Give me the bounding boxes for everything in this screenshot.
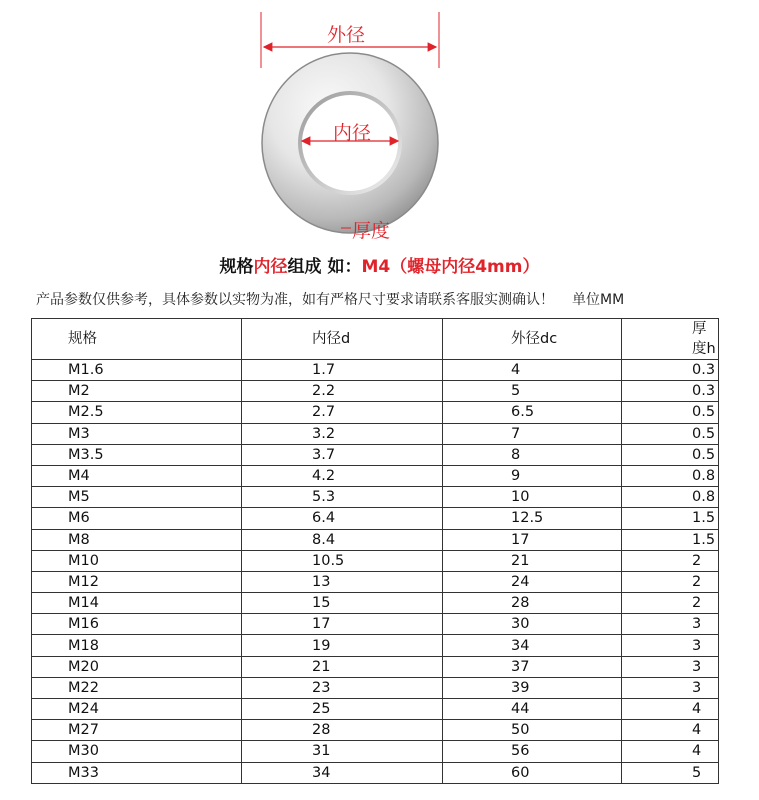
spec-composition-line bbox=[0, 252, 759, 277]
cell-spec: M27 bbox=[32, 720, 242, 741]
cell-thickness: 1.5 bbox=[622, 508, 719, 529]
cell-spec: M2.5 bbox=[32, 402, 242, 423]
cell-spec: M20 bbox=[32, 656, 242, 677]
cell-spec: M3 bbox=[32, 423, 242, 444]
cell-inner-diameter: 3.7 bbox=[242, 444, 443, 465]
table-row bbox=[32, 465, 719, 486]
cell-outer-diameter: 50 bbox=[443, 720, 622, 741]
cell-spec: M14 bbox=[32, 593, 242, 614]
cell-spec: M30 bbox=[32, 741, 242, 762]
composition-highlight: 内径 bbox=[253, 257, 288, 277]
cell-outer-diameter: 4 bbox=[443, 360, 622, 381]
cell-thickness: 3 bbox=[622, 614, 719, 635]
cell-outer-diameter: 9 bbox=[443, 465, 622, 486]
cell-spec: M4 bbox=[32, 465, 242, 486]
table-row bbox=[32, 677, 719, 698]
cell-thickness: 2 bbox=[622, 571, 719, 592]
cell-spec: M33 bbox=[32, 762, 242, 783]
cell-outer-diameter: 10 bbox=[443, 487, 622, 508]
table-row bbox=[32, 529, 719, 550]
table-row bbox=[32, 656, 719, 677]
cell-thickness: 5 bbox=[622, 762, 719, 783]
cell-spec: M10 bbox=[32, 550, 242, 571]
composition-prefix: 规格 bbox=[219, 257, 254, 277]
cell-outer-diameter: 56 bbox=[443, 741, 622, 762]
header-inner-diameter: 内径d bbox=[242, 319, 443, 360]
cell-spec: M22 bbox=[32, 677, 242, 698]
cell-outer-diameter: 6.5 bbox=[443, 402, 622, 423]
cell-spec: M12 bbox=[32, 571, 242, 592]
cell-outer-diameter: 60 bbox=[443, 762, 622, 783]
cell-inner-diameter: 21 bbox=[242, 656, 443, 677]
header-spec: 规格 bbox=[32, 319, 242, 360]
cell-outer-diameter: 5 bbox=[443, 381, 622, 402]
cell-outer-diameter: 8 bbox=[443, 444, 622, 465]
cell-inner-diameter: 15 bbox=[242, 593, 443, 614]
cell-thickness: 0.3 bbox=[622, 381, 719, 402]
cell-outer-diameter: 12.5 bbox=[443, 508, 622, 529]
cell-thickness: 3 bbox=[622, 635, 719, 656]
unit-label: 单位MM bbox=[572, 292, 625, 308]
table-row bbox=[32, 423, 719, 444]
cell-inner-diameter: 4.2 bbox=[242, 465, 443, 486]
cell-spec: M16 bbox=[32, 614, 242, 635]
cell-inner-diameter: 25 bbox=[242, 699, 443, 720]
cell-outer-diameter: 24 bbox=[443, 571, 622, 592]
table-row bbox=[32, 444, 719, 465]
composition-middle: 组成 如： bbox=[287, 257, 362, 277]
header-outer-diameter: 外径dc bbox=[443, 319, 622, 360]
cell-inner-diameter: 6.4 bbox=[242, 508, 443, 529]
cell-inner-diameter: 10.5 bbox=[242, 550, 443, 571]
cell-thickness: 0.8 bbox=[622, 487, 719, 508]
cell-thickness: 4 bbox=[622, 741, 719, 762]
cell-inner-diameter: 19 bbox=[242, 635, 443, 656]
header-thickness: 厚度h bbox=[622, 319, 719, 360]
disclaimer-text: 产品参数仅供参考，具体参数以实物为准，如有严格尺寸要求请联系客服实测确认！ bbox=[36, 292, 554, 308]
table-row bbox=[32, 593, 719, 614]
cell-thickness: 0.3 bbox=[622, 360, 719, 381]
washer-illustration bbox=[0, 0, 759, 240]
cell-outer-diameter: 44 bbox=[443, 699, 622, 720]
table-row bbox=[32, 699, 719, 720]
spec-table bbox=[31, 318, 719, 784]
cell-inner-diameter: 31 bbox=[242, 741, 443, 762]
cell-thickness: 2 bbox=[622, 593, 719, 614]
cell-spec: M6 bbox=[32, 508, 242, 529]
cell-thickness: 0.5 bbox=[622, 423, 719, 444]
cell-inner-diameter: 34 bbox=[242, 762, 443, 783]
cell-outer-diameter: 17 bbox=[443, 529, 622, 550]
cell-inner-diameter: 17 bbox=[242, 614, 443, 635]
cell-inner-diameter: 28 bbox=[242, 720, 443, 741]
table-row bbox=[32, 635, 719, 656]
composition-example: M4（螺母内径4mm） bbox=[361, 257, 540, 277]
table-row bbox=[32, 614, 719, 635]
cell-inner-diameter: 2.2 bbox=[242, 381, 443, 402]
cell-inner-diameter: 3.2 bbox=[242, 423, 443, 444]
thickness-label: 厚度 bbox=[352, 220, 391, 242]
cell-outer-diameter: 28 bbox=[443, 593, 622, 614]
spec-table-body bbox=[32, 360, 719, 784]
cell-thickness: 2 bbox=[622, 550, 719, 571]
cell-outer-diameter: 37 bbox=[443, 656, 622, 677]
cell-thickness: 1.5 bbox=[622, 529, 719, 550]
cell-spec: M1.6 bbox=[32, 360, 242, 381]
washer-diagram bbox=[0, 0, 759, 240]
table-row bbox=[32, 360, 719, 381]
cell-spec: M18 bbox=[32, 635, 242, 656]
cell-outer-diameter: 39 bbox=[443, 677, 622, 698]
table-row bbox=[32, 571, 719, 592]
table-row bbox=[32, 381, 719, 402]
cell-thickness: 0.5 bbox=[622, 402, 719, 423]
disclaimer-note bbox=[36, 289, 624, 309]
cell-inner-diameter: 23 bbox=[242, 677, 443, 698]
cell-inner-diameter: 5.3 bbox=[242, 487, 443, 508]
cell-thickness: 3 bbox=[622, 677, 719, 698]
cell-spec: M5 bbox=[32, 487, 242, 508]
inner-diameter-label: 内径 bbox=[333, 122, 372, 144]
cell-inner-diameter: 1.7 bbox=[242, 360, 443, 381]
table-row bbox=[32, 508, 719, 529]
cell-thickness: 3 bbox=[622, 656, 719, 677]
cell-spec: M3.5 bbox=[32, 444, 242, 465]
cell-spec: M24 bbox=[32, 699, 242, 720]
cell-outer-diameter: 7 bbox=[443, 423, 622, 444]
cell-thickness: 0.8 bbox=[622, 465, 719, 486]
cell-inner-diameter: 8.4 bbox=[242, 529, 443, 550]
cell-thickness: 4 bbox=[622, 720, 719, 741]
cell-spec: M2 bbox=[32, 381, 242, 402]
table-row bbox=[32, 720, 719, 741]
cell-spec: M8 bbox=[32, 529, 242, 550]
cell-outer-diameter: 30 bbox=[443, 614, 622, 635]
table-row bbox=[32, 402, 719, 423]
cell-inner-diameter: 13 bbox=[242, 571, 443, 592]
cell-outer-diameter: 34 bbox=[443, 635, 622, 656]
outer-diameter-label: 外径 bbox=[327, 24, 366, 46]
table-row bbox=[32, 762, 719, 783]
cell-outer-diameter: 21 bbox=[443, 550, 622, 571]
cell-thickness: 4 bbox=[622, 699, 719, 720]
table-row bbox=[32, 487, 719, 508]
table-row bbox=[32, 550, 719, 571]
table-header-row bbox=[32, 319, 719, 360]
cell-thickness: 0.5 bbox=[622, 444, 719, 465]
cell-inner-diameter: 2.7 bbox=[242, 402, 443, 423]
table-row bbox=[32, 741, 719, 762]
